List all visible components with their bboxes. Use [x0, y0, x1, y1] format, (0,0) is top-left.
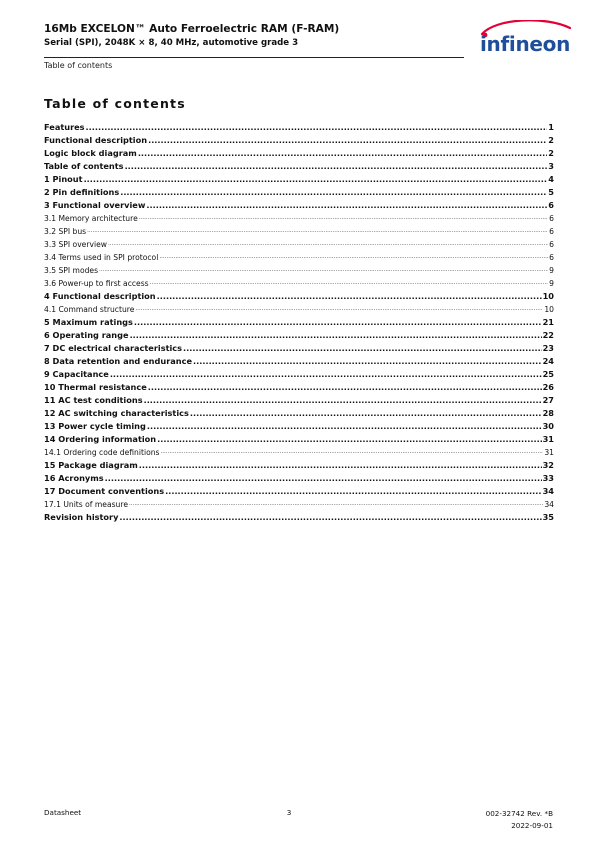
toc-entry[interactable]: [44, 328, 554, 341]
toc-entry[interactable]: [44, 380, 554, 393]
toc-entry[interactable]: [44, 211, 554, 224]
toc-entry-title: 12 AC switching characteristics: [44, 408, 189, 418]
toc-entry-page: 21: [542, 317, 554, 327]
toc-entry-title: Features: [44, 122, 85, 132]
toc-entry[interactable]: [44, 419, 554, 432]
toc-entry[interactable]: [44, 198, 554, 211]
toc-dot-leader: [110, 369, 542, 380]
toc-dot-leader: [159, 252, 548, 263]
toc-entry-title: 3.1 Memory architecture: [44, 214, 138, 223]
toc-entry[interactable]: [44, 497, 554, 510]
footer-page-number: 3: [286, 808, 292, 817]
toc-entry[interactable]: [44, 146, 554, 159]
toc-entry-title: 14.1 Ordering code definitions: [44, 448, 160, 457]
toc-entry[interactable]: [44, 263, 554, 276]
toc-entry-page: 4: [548, 174, 554, 184]
toc-entry-title: Functional description: [44, 135, 148, 145]
document-subtitle: Serial (SPI), 2048K × 8, 40 MHz, automotive grade 3: [44, 38, 299, 48]
toc-dot-leader: [190, 408, 542, 419]
toc-heading: Table of contents: [44, 96, 186, 111]
toc-entry-title: 11 AC test conditions: [44, 395, 143, 405]
toc-entry-title: 15 Package diagram: [44, 460, 138, 470]
toc-entry-title: 17 Document conventions: [44, 486, 165, 496]
toc-entry-title: 10 Thermal resistance: [44, 382, 147, 392]
toc-entry-page: 6: [549, 253, 554, 262]
toc-entry-title: 2 Pin definitions: [44, 187, 120, 197]
toc-entry[interactable]: [44, 276, 554, 289]
toc-entry-page: 6: [549, 214, 554, 223]
toc-entry[interactable]: [44, 484, 554, 497]
toc-entry-page: 5: [548, 187, 554, 197]
toc-dot-leader: [161, 447, 544, 458]
toc-dot-leader: [139, 213, 548, 224]
toc-dot-leader: [147, 421, 542, 432]
table-of-contents: [44, 120, 554, 523]
toc-dot-leader: [148, 135, 547, 146]
toc-entry[interactable]: [44, 224, 554, 237]
toc-entry[interactable]: [44, 341, 554, 354]
toc-dot-leader: [84, 174, 548, 185]
toc-entry[interactable]: [44, 406, 554, 419]
document-header: [44, 22, 464, 50]
toc-entry-title: 3.2 SPI bus: [44, 227, 87, 236]
toc-entry-title: 1 Pinout: [44, 174, 83, 184]
toc-entry[interactable]: [44, 458, 554, 471]
toc-dot-leader: [157, 291, 542, 302]
toc-dot-leader: [146, 200, 547, 211]
toc-entry[interactable]: [44, 289, 554, 302]
toc-entry-title: 7 DC electrical characteristics: [44, 343, 183, 353]
toc-entry-page: 9: [549, 266, 554, 275]
toc-entry-title: 3.4 Terms used in SPI protocol: [44, 253, 159, 262]
toc-entry-page: 26: [542, 382, 554, 392]
toc-entry-page: 33: [542, 473, 554, 483]
footer-date: 2022-09-01: [511, 821, 553, 830]
toc-entry-page: 30: [542, 421, 554, 431]
toc-entry-page: 10: [544, 305, 554, 314]
toc-entry-title: 3.6 Power-up to first access: [44, 279, 149, 288]
toc-entry-page: 31: [542, 434, 554, 444]
toc-entry[interactable]: [44, 159, 554, 172]
toc-entry[interactable]: [44, 445, 554, 458]
toc-entry-page: 10: [542, 291, 554, 301]
toc-entry-title: 3.5 SPI modes: [44, 266, 99, 275]
toc-dot-leader: [108, 239, 548, 250]
toc-entry-page: 25: [542, 369, 554, 379]
toc-entry[interactable]: [44, 315, 554, 328]
toc-dot-leader: [139, 460, 542, 471]
toc-dot-leader: [157, 434, 541, 445]
toc-dot-leader: [120, 187, 547, 198]
toc-dot-leader: [193, 356, 542, 367]
toc-entry-page: 6: [549, 240, 554, 249]
toc-entry-page: 6: [548, 200, 554, 210]
document-title: 16Mb EXCELON™ Auto Ferroelectric RAM (F-RAM): [44, 23, 340, 35]
toc-entry-page: 28: [542, 408, 554, 418]
toc-dot-leader: [119, 512, 541, 523]
toc-entry-page: 31: [544, 448, 554, 457]
toc-entry-title: 3.3 SPI overview: [44, 240, 107, 249]
toc-entry-title: 4.1 Command structure: [44, 305, 135, 314]
footer-doc-info: [486, 808, 553, 832]
toc-entry-page: 27: [542, 395, 554, 405]
logo-wordmark: infineon: [480, 32, 571, 56]
toc-entry-title: 16 Acronyms: [44, 473, 104, 483]
toc-entry[interactable]: [44, 133, 554, 146]
toc-entry[interactable]: [44, 250, 554, 263]
toc-entry-page: 2: [548, 135, 554, 145]
toc-dot-leader: [138, 148, 547, 159]
toc-dot-leader: [105, 473, 542, 484]
toc-dot-leader: [130, 330, 542, 341]
toc-dot-leader: [134, 317, 542, 328]
toc-dot-leader: [165, 486, 541, 497]
toc-entry-page: 32: [542, 460, 554, 470]
toc-entry-title: 3 Functional overview: [44, 200, 146, 210]
toc-entry-title: 6 Operating range: [44, 330, 129, 340]
toc-entry-page: 22: [542, 330, 554, 340]
toc-entry-page: 3: [548, 161, 554, 171]
toc-entry[interactable]: [44, 510, 554, 523]
toc-entry-title: 17.1 Units of measure: [44, 500, 129, 509]
toc-dot-leader: [135, 304, 543, 315]
toc-entry-page: 1: [548, 122, 554, 132]
running-section-title: Table of contents: [44, 61, 113, 70]
toc-dot-leader: [125, 161, 548, 172]
toc-entry-title: 13 Power cycle timing: [44, 421, 146, 431]
toc-entry[interactable]: [44, 471, 554, 484]
toc-entry-page: 34: [542, 486, 554, 496]
toc-dot-leader: [144, 395, 542, 406]
toc-entry-page: 9: [549, 279, 554, 288]
toc-entry[interactable]: [44, 185, 554, 198]
toc-entry[interactable]: [44, 172, 554, 185]
header-divider: [44, 57, 464, 58]
toc-entry-page: 6: [549, 227, 554, 236]
toc-entry-title: 9 Capacitance: [44, 369, 109, 379]
toc-entry-page: 35: [542, 512, 554, 522]
toc-dot-leader: [87, 226, 548, 237]
toc-entry[interactable]: [44, 237, 554, 250]
toc-entry[interactable]: [44, 354, 554, 367]
toc-entry-page: 23: [542, 343, 554, 353]
toc-dot-leader: [150, 278, 549, 289]
toc-dot-leader: [129, 499, 543, 510]
toc-dot-leader: [86, 122, 548, 133]
footer-doc-number: 002-32742 Rev. *B: [485, 809, 553, 818]
toc-entry-title: 5 Maximum ratings: [44, 317, 133, 327]
toc-entry-title: Logic block diagram: [44, 148, 137, 158]
toc-entry[interactable]: [44, 367, 554, 380]
toc-entry[interactable]: [44, 120, 554, 133]
toc-entry-title: Table of contents: [44, 161, 124, 171]
toc-dot-leader: [99, 265, 548, 276]
footer-doc-type: Datasheet: [44, 808, 82, 817]
toc-entry-page: 24: [542, 356, 554, 366]
toc-entry-title: 4 Functional description: [44, 291, 156, 301]
toc-entry-title: 8 Data retention and endurance: [44, 356, 193, 366]
toc-entry[interactable]: [44, 432, 554, 445]
toc-dot-leader: [183, 343, 542, 354]
toc-entry[interactable]: [44, 302, 554, 315]
toc-dot-leader: [148, 382, 542, 393]
toc-entry-title: 14 Ordering information: [44, 434, 157, 444]
toc-entry[interactable]: [44, 393, 554, 406]
toc-entry-page: 2: [548, 148, 554, 158]
toc-entry-title: Revision history: [44, 512, 119, 522]
infineon-logo: [466, 20, 584, 60]
toc-entry-page: 34: [544, 500, 554, 509]
